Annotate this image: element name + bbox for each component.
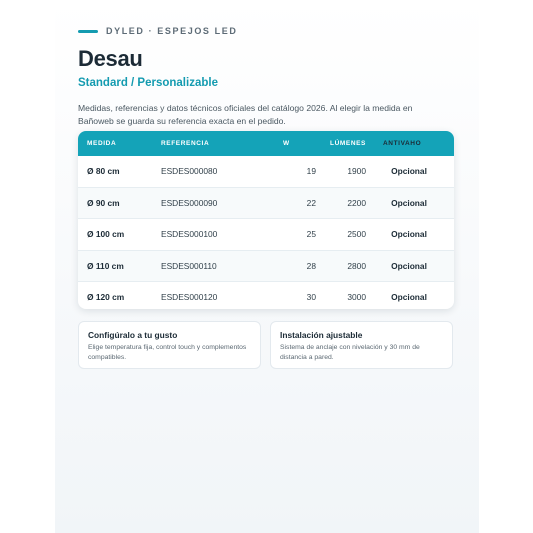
cell-antivaho: Opcional	[391, 166, 427, 176]
feature-card-instalacion	[270, 321, 453, 369]
column-header-w: W	[283, 140, 290, 147]
page-content	[78, 24, 454, 361]
table-header	[78, 131, 454, 156]
table-row	[78, 250, 454, 282]
table-row	[78, 187, 454, 219]
cell-referencia: ESDES000120	[161, 292, 218, 303]
feature-title: Instalación ajustable	[280, 330, 363, 340]
cell-referencia: ESDES000080	[161, 166, 218, 176]
cell-medida: Ø 100 cm	[87, 229, 125, 240]
feature-text: Elige temperatura fija, control touch y complementos compatibles.	[88, 344, 247, 361]
cell-w: 19	[306, 166, 316, 176]
cell-w: 22	[306, 197, 316, 208]
catalog-page	[55, 0, 479, 533]
cell-referencia: ESDES000100	[161, 229, 218, 240]
cell-w: 28	[306, 260, 316, 271]
cell-w: 25	[306, 229, 316, 240]
cell-referencia: ESDES000090	[161, 197, 218, 208]
feature-card-configuracion	[78, 321, 261, 369]
cell-antivaho: Opcional	[391, 292, 427, 303]
cell-antivaho: Opcional	[391, 197, 427, 208]
feature-cards	[78, 321, 454, 371]
intro-paragraph: Medidas, referencias y datos técnicos oficiales del catálogo 2026. Al elegir la medida en Bañoweb se guarda su referencia exacta en el pedido.	[78, 103, 413, 126]
table-row	[78, 156, 454, 187]
cell-lumenes: 2500	[347, 229, 366, 240]
cell-medida: Ø 90 cm	[87, 197, 120, 208]
table-body	[78, 156, 454, 309]
page-title: Desau	[78, 46, 143, 71]
eyebrow-text: DYLED · ESPEJOS LED	[106, 26, 238, 36]
column-header-lumenes: LÚMENES	[330, 140, 366, 147]
cell-lumenes: 1900	[347, 166, 366, 176]
column-header-antivaho: ANTIVAHO	[383, 140, 422, 147]
cell-lumenes: 3000	[347, 292, 366, 303]
cell-medida: Ø 110 cm	[87, 260, 124, 271]
table-row	[78, 281, 454, 309]
cell-antivaho: Opcional	[391, 260, 427, 271]
cell-medida: Ø 80 cm	[87, 166, 120, 176]
cell-medida: Ø 120 cm	[87, 292, 125, 303]
eyebrow	[78, 24, 454, 38]
feature-text: Sistema de anclaje con nivelación y 30 mm de distancia a pared.	[280, 344, 420, 361]
cell-antivaho: Opcional	[391, 229, 427, 240]
eyebrow-accent-bar	[78, 30, 98, 33]
cell-referencia: ESDES000110	[161, 260, 217, 271]
column-header-referencia: REFERENCIA	[161, 140, 210, 147]
column-header-medida: MEDIDA	[87, 140, 117, 147]
cell-lumenes: 2800	[347, 260, 366, 271]
page-subtitle: Standard / Personalizable	[78, 77, 218, 89]
specs-table	[78, 131, 454, 309]
cell-lumenes: 2200	[347, 197, 366, 208]
cell-w: 30	[306, 292, 316, 303]
table-row	[78, 218, 454, 250]
feature-title: Configúralo a tu gusto	[88, 330, 178, 340]
